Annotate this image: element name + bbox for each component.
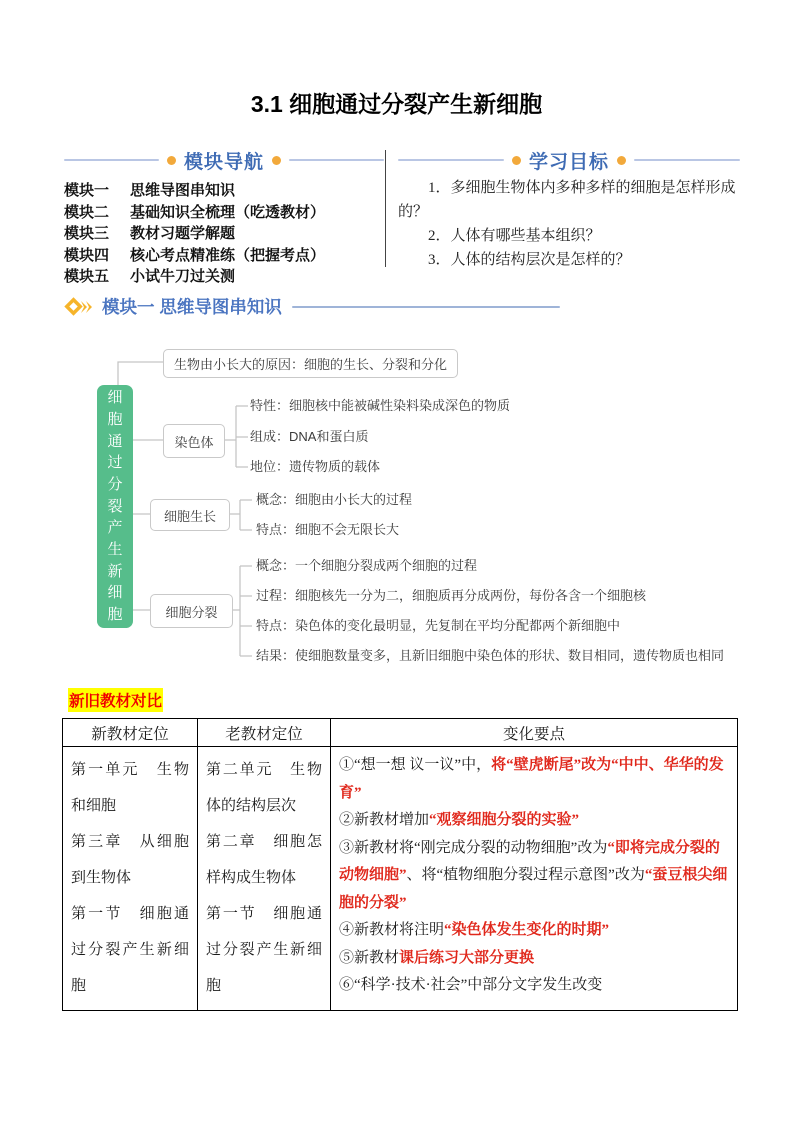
nav-header (64, 148, 384, 172)
position-entry: 第三章 从细胞到生物体 (71, 834, 189, 886)
goal-items (398, 176, 740, 272)
change-item: ②新教材增加“观察细胞分裂的实验” (339, 812, 580, 828)
nav-item-label: 教材习题学解题 (130, 225, 236, 242)
section-header-module1 (64, 294, 560, 319)
decor-line (292, 306, 560, 308)
position-entry: 第一节 细胞通过分裂产生新细胞 (206, 906, 322, 994)
change-item: ③新教材将“刚完成分裂的动物细胞”改为“即将完成分裂的动物细胞”、将“植物细胞分裂过程示意图”改为“蚕豆根尖细胞的分裂” (339, 839, 728, 911)
table-header-old: 老教材定位 (198, 719, 331, 747)
goal-item: 2．人体有哪些基本组织？ (428, 228, 601, 244)
position-entry: 第二章 细胞怎样构成生物体 (206, 834, 322, 886)
table-header-new: 新教材定位 (63, 719, 198, 747)
table-cell-old-position (198, 747, 331, 1011)
table-header-row (63, 719, 738, 747)
nav-item-no: 模块二 (64, 203, 110, 221)
table-cell-new-position (63, 747, 198, 1011)
mindmap-branch-division: 细胞分裂 (150, 594, 233, 628)
change-item: ⑤新教材课后练习大部分更换 (339, 949, 535, 966)
nav-item (64, 202, 384, 224)
change-item: ④新教材将注明“染色体发生变化的时期” (339, 922, 610, 938)
nav-header-title: 模块导航 (184, 151, 265, 173)
position-entry: 第二单元 生物体的结构层次 (206, 762, 322, 814)
mindmap-root-node (97, 385, 133, 628)
bullet-dot-icon (512, 156, 521, 165)
mindmap-item: 概念：细胞由小长大的过程 (256, 492, 413, 507)
compare-label: 新旧教材对比 (68, 688, 163, 712)
nav-item-label: 思维导图串知识 (130, 182, 236, 199)
nav-item-no: 模块五 (64, 268, 110, 285)
double-diamond-icon (64, 297, 94, 317)
nav-item (64, 266, 384, 288)
bullet-dot-icon (272, 156, 281, 165)
table-header-changes: 变化要点 (331, 719, 738, 747)
nav-item-no: 模块四 (64, 246, 110, 264)
goal-item: 3．人体的结构层次是怎样的？ (428, 252, 631, 268)
table-body-row (63, 747, 738, 1011)
change-item: ①“想一想 议一议”中，将“壁虎断尾”改为“中中、华华的发育” (339, 757, 724, 801)
mindmap-item: 过程：细胞核先一分为二，细胞质再分成两份，每份各含一个细胞核 (256, 588, 647, 603)
bullet-dot-icon (617, 156, 626, 165)
mindmap (0, 340, 793, 685)
mindmap-item: 结果：使细胞数量变多，且新旧细胞中染色体的形状、数目相同，遗传物质也相同 (256, 648, 725, 663)
vertical-divider (385, 150, 386, 267)
decor-line (634, 159, 740, 161)
nav-item (64, 223, 384, 245)
decor-line (398, 159, 504, 161)
mindmap-item: 特点：细胞不会无限长大 (256, 522, 400, 537)
goals-header (398, 148, 740, 172)
decor-line (64, 159, 159, 161)
change-item: ⑥“科学·技术·社会”中部分文字发生改变 (339, 977, 603, 993)
learning-goals (398, 148, 740, 272)
nav-item-no: 模块三 (64, 225, 110, 242)
module-navigation (64, 148, 384, 288)
nav-item-label: 核心考点精准练（把握考点） (130, 246, 326, 264)
nav-item-no: 模块一 (64, 182, 110, 199)
table-cell-changes (331, 747, 738, 1011)
mindmap-branch-growth: 细胞生长 (150, 499, 230, 531)
mindmap-item: 组成：DNA和蛋白质 (250, 429, 369, 444)
compare-table (62, 718, 738, 1011)
nav-items (64, 180, 384, 288)
section-title: 模块一 思维导图串知识 (102, 297, 282, 317)
page-title: 3.1 细胞通过分裂产生新细胞 (250, 91, 543, 117)
position-entry: 第一单元 生物和细胞 (71, 762, 189, 814)
nav-item-label: 小试牛刀过关测 (130, 268, 236, 285)
decor-line (289, 159, 384, 161)
mindmap-branch-reason: 生物由小长大的原因：细胞的生长、分裂和分化 (163, 349, 458, 378)
goals-header-title: 学习目标 (529, 151, 610, 173)
nav-item (64, 245, 384, 267)
mindmap-item: 概念：一个细胞分裂成两个细胞的过程 (256, 558, 478, 573)
goal-item: 1．多细胞生物体内多种多样的细胞是怎样形成的？ (398, 180, 736, 220)
mindmap-root-label: 细胞通过分裂产生新细胞 (107, 389, 123, 624)
mindmap-item: 特点：染色体的变化最明显，先复制在平均分配都两个新细胞中 (256, 618, 621, 633)
mindmap-branch-chromosome: 染色体 (163, 424, 225, 458)
position-entry: 第一节 细胞通过分裂产生新细胞 (71, 906, 189, 994)
nav-item-label: 基础知识全梳理（吃透教材） (130, 203, 326, 221)
mindmap-item: 特性：细胞核中能被碱性染料染成深色的物质 (250, 398, 511, 413)
nav-item (64, 180, 384, 202)
bullet-dot-icon (167, 156, 176, 165)
mindmap-item: 地位：遗传物质的载体 (250, 459, 381, 474)
